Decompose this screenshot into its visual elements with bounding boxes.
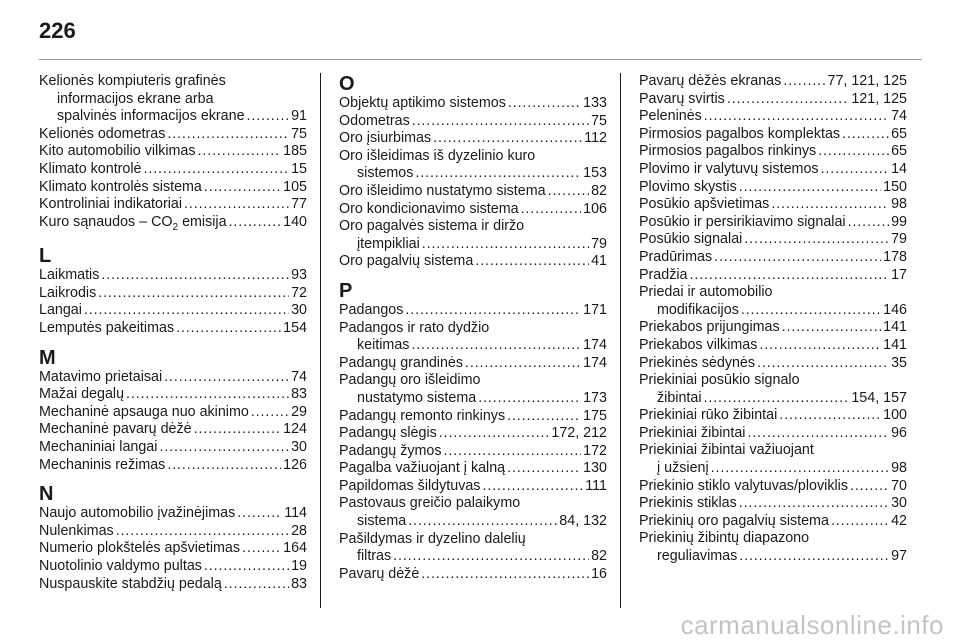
page-ref: 105 (283, 178, 307, 195)
page-ref: 83 (291, 575, 307, 592)
index-entry: Priekiniai žibintai važiuojant (639, 442, 814, 459)
page-ref: 98 (891, 460, 907, 477)
page-ref: 154 (283, 319, 307, 336)
index-entry: Objektų aptikimo sistemos . . . 133 (339, 95, 607, 113)
index-entry-continuation: sistemos . . . 153 (339, 165, 607, 183)
index-entry: Peleninės . . . 74 (639, 108, 907, 126)
index-column-3 (639, 73, 907, 566)
index-entry: Nulenkimas . . . 28 (39, 523, 307, 541)
page-ref: 141 (883, 336, 907, 353)
index-entry: Mechaninė apsauga nuo akinimo . . . 29 (39, 404, 307, 422)
page-ref: 178 (883, 248, 907, 265)
index-entry: Pagalba važiuojant į kalną . . . 130 (339, 460, 607, 478)
page-ref: 19 (291, 557, 307, 574)
index-entry-continuation: filtras . . . 82 (339, 548, 607, 566)
page-ref: 28 (291, 522, 307, 539)
page-ref: 130 (583, 460, 607, 477)
page-ref: 82 (591, 548, 607, 565)
index-entry: Kito automobilio vilkimas . . . 185 (39, 143, 307, 161)
index-column-2 (339, 73, 607, 583)
index-entry: Oro įsiurbimas . . . 112 (339, 130, 607, 148)
page-ref: 99 (891, 213, 907, 230)
index-entry: Plovimo ir valytuvų sistemos . . . 14 (639, 161, 907, 179)
index-entry: Padangų remonto rinkinys . . . 175 (339, 408, 607, 426)
index-entry-continuation: žibintai . . . 154, 157 (639, 390, 907, 408)
index-entry: Kontroliniai indikatoriai . . . 77 (39, 196, 307, 214)
index-entry: Nuotolinio valdymo pultas . . . 19 (39, 558, 307, 576)
page-ref: 96 (891, 424, 907, 441)
page-ref: 124 (283, 421, 307, 438)
index-entry-continuation: reguliavimas . . . 97 (639, 548, 907, 566)
index-entry: Padangų oro išleidimo (339, 372, 481, 389)
page-ref: 98 (891, 196, 907, 213)
page-ref: 77 (291, 196, 307, 213)
section-letter: N (39, 483, 54, 506)
index-entry: Priekabos vilkimas . . . 141 (639, 337, 907, 355)
index-entry: Papildomas šildytuvas . . . 111 (339, 478, 607, 496)
page-ref: 185 (283, 143, 307, 160)
index-entry: Mechaniniai langai . . . 30 (39, 439, 307, 457)
index-entry: Laikmatis . . . 93 (39, 267, 307, 285)
page-ref: 174 (583, 354, 607, 371)
index-entry: Klimato kontrolė . . . 15 (39, 161, 307, 179)
index-entry: Posūkio ir persirikiavimo signalai . . . 99 (639, 214, 907, 232)
index-entry: Pirmosios pagalbos komplektas . . . 65 (639, 126, 907, 144)
page-ref: 100 (883, 407, 907, 424)
index-entry: Pašildymas ir dyzelino dalelių (339, 530, 526, 547)
index-entry: Pastovaus greičio palaikymo (339, 495, 521, 512)
page-ref: 112 (584, 130, 607, 147)
page-ref: 83 (291, 386, 307, 403)
page-ref: 16 (591, 565, 607, 582)
watermark: carmanualsonline.info (680, 610, 944, 640)
index-entry: Nuspauskite stabdžių pedalą . . . 83 (39, 576, 307, 594)
page-ref: 74 (291, 368, 307, 385)
index-entry: Pirmosios pagalbos rinkinys . . . 65 (639, 143, 907, 161)
index-entry: Lemputės pakeitimas . . . 154 (39, 320, 307, 338)
index-entry: Pradūrimas . . . 178 (639, 249, 907, 267)
page-ref: 153 (583, 165, 607, 182)
page-ref: 146 (883, 301, 907, 318)
page-ref: 172 (583, 442, 607, 459)
index-entry: Priekinio stiklo valytuvas/ploviklis . . . 70 (639, 478, 907, 496)
page-number: 226 (39, 18, 76, 43)
page-ref: 150 (883, 178, 907, 195)
page-ref: 75 (291, 125, 307, 142)
page-ref: 173 (583, 389, 607, 406)
page-ref: 72 (291, 284, 307, 301)
page-ref: 93 (291, 267, 307, 284)
index-entry: Priekinių oro pagalvių sistema . . . 42 (639, 513, 907, 531)
page-ref: 29 (291, 403, 307, 420)
index-entry: Naujo automobilio įvažinėjimas . . . 114 (39, 505, 307, 523)
index-entry: Oro išleidimo nustatymo sistema . . . 82 (339, 183, 607, 201)
page-ref: 154, 157 (851, 389, 907, 406)
page-ref: 14 (891, 160, 907, 177)
page-ref: 126 (283, 456, 307, 473)
header-rule (39, 59, 922, 60)
index-entry: Mažai degalų . . . 83 (39, 386, 307, 404)
page-ref: 17 (891, 266, 907, 283)
index-entry: Kelionės odometras . . . 75 (39, 126, 307, 144)
index-entry-continuation: įtempikliai . . . 79 (339, 236, 607, 254)
page-ref: 77, 121, 125 (827, 73, 907, 89)
index-entry-continuation: sistema . . . 84, 132 (339, 513, 607, 531)
index-entry: Klimato kontrolės sistema . . . 105 (39, 179, 307, 197)
index-entry-continuation: informacijos ekrane arba (57, 90, 214, 107)
index-entry: Priekinių žibintų diapazono (639, 530, 810, 547)
index-entry: Mechaninė pavarų dėžė . . . 124 (39, 421, 307, 439)
index-entry: Oro kondicionavimo sistema . . . 106 (339, 201, 607, 219)
index-entry: Posūkio apšvietimas . . . 98 (639, 196, 907, 214)
page-ref: 106 (583, 200, 607, 217)
page-ref: 84, 132 (559, 513, 607, 530)
index-entry: Priekinis stiklas . . . 30 (639, 495, 907, 513)
page-ref: 91 (291, 108, 307, 125)
index-entry: Priekiniai posūkio signalo (639, 372, 800, 389)
section-letter: M (39, 346, 56, 369)
index-entry: Padangos ir rato dydžio (339, 319, 490, 336)
index-entry: spalvinės informacijos ekrane . . . 91 (39, 108, 307, 126)
page-ref: 42 (891, 512, 907, 529)
page-ref: 114 (284, 505, 307, 522)
index-entry: Priekiniai žibintai . . . 96 (639, 425, 907, 443)
page-ref: 79 (591, 235, 607, 252)
index-entry-continuation: į užsienį . . . 98 (639, 460, 907, 478)
section-letter: O (339, 73, 355, 95)
index-entry: Priekabos prijungimas . . . 141 (639, 319, 907, 337)
page-ref: 30 (291, 302, 307, 319)
section-letter: L (39, 245, 52, 268)
index-entry-continuation: keitimas . . . 174 (339, 337, 607, 355)
index-entry: Padangų žymos . . . 172 (339, 443, 607, 461)
index-entry-continuation: modifikacijos . . . 146 (639, 302, 907, 320)
page-ref: 74 (891, 108, 907, 125)
index-entry: Padangų grandinės . . . 174 (339, 355, 607, 373)
page-ref: 171 (583, 301, 607, 318)
index-entry: Padangų slėgis . . . 172, 212 (339, 425, 607, 443)
page-ref: 15 (291, 160, 307, 177)
index-entry: Numerio plokštelės apšvietimas . . . 164 (39, 540, 307, 558)
index-entry: Posūkio signalai . . . 79 (639, 231, 907, 249)
index-entry: Langai . . . 30 (39, 302, 307, 320)
index-entry: Priekinės sėdynės . . . 35 (639, 355, 907, 373)
index-entry: Kelionės kompiuteris grafinės (39, 73, 226, 89)
index-entry: Priekiniai rūko žibintai . . . 100 (639, 407, 907, 425)
index-entry: Matavimo prietaisai . . . 74 (39, 369, 307, 387)
page-ref: 164 (283, 540, 307, 557)
index-entry: Pradžia . . . 17 (639, 267, 907, 285)
page-ref: 133 (583, 95, 607, 111)
page-ref: 65 (891, 125, 907, 142)
page-ref: 111 (585, 477, 607, 494)
page-ref: 97 (891, 548, 907, 565)
index-column-1 (39, 73, 307, 593)
page-ref: 141 (883, 319, 907, 336)
page-ref: 65 (891, 143, 907, 160)
index-entry: Kuro sąnaudos – $CO_2$ emisija . . . 140 (39, 214, 307, 236)
index-entry: Oro išleidimas iš dyzelinio kuro (339, 147, 536, 164)
index-entry: Odometras . . . 75 (339, 113, 607, 131)
page-ref: 121, 125 (851, 90, 907, 107)
index-entry: Pavarų svirtis . . . 121, 125 (639, 91, 907, 109)
index-entry: Padangos . . . 171 (339, 302, 607, 320)
page-ref: 75 (591, 112, 607, 129)
page-ref: 82 (591, 182, 607, 199)
index-entry: Plovimo skystis . . . 150 (639, 179, 907, 197)
index-entry: Pavarų dėžės ekranas . . . 77, 121, 125 (639, 73, 907, 91)
column-divider (320, 73, 321, 608)
index-entry: Laikrodis . . . 72 (39, 285, 307, 303)
index-entry: Oro pagalvių sistema . . . 41 (339, 253, 607, 271)
page-ref: 79 (891, 231, 907, 248)
page-ref: 172, 212 (551, 425, 607, 442)
index-entry: Oro pagalvės sistema ir diržo (339, 218, 525, 235)
column-divider (620, 73, 621, 608)
page-ref: 30 (891, 495, 907, 512)
page-ref: 70 (891, 477, 907, 494)
index-entry: Mechaninis režimas . . . 126 (39, 457, 307, 475)
section-letter: P (339, 279, 353, 302)
page-ref: 41 (591, 253, 607, 270)
page-ref: 174 (583, 337, 607, 354)
page-ref: 30 (291, 438, 307, 455)
index-entry: Pavarų dėžė . . . 16 (339, 566, 607, 584)
index-entry: Priedai ir automobilio (639, 284, 773, 301)
index-entry-continuation: nustatymo sistema . . . 173 (339, 390, 607, 408)
page-ref: 175 (583, 407, 607, 424)
page-ref: 35 (891, 354, 907, 371)
page-ref: 140 (283, 213, 307, 230)
